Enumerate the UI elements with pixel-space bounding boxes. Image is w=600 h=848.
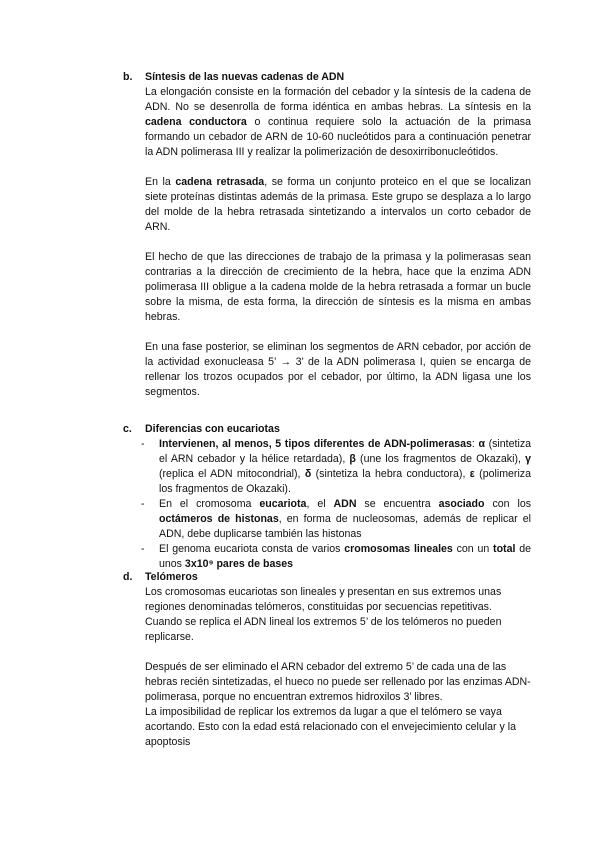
text-run: En la [145,176,176,188]
section-c-heading [123,422,531,437]
text-run: o continua requiere solo la actuación de la primasa formando un cebador de ARN de 10-60 nucleótidos para a continuación penetrar la ADN polimerasa III y realizar la polimerización de desoxirribonucleótidos. [145,116,531,158]
section-c-letter: c. [123,423,132,435]
section-b-title: Síntesis de las nuevas cadenas de ADN [145,71,345,83]
text-run: (polimeriza los fragmentos de Okazaki). [159,468,531,495]
text-run: , el [306,498,334,510]
bold-term: cadena retrasada [175,176,265,188]
section-b-letter: b. [123,71,133,83]
bullet-marker: - [141,543,145,555]
bold-term: asociado [438,498,485,510]
section-d-letter: d. [123,571,133,583]
text-run: (sintetiza el ARN cebador y la hélice retardada), [159,438,532,465]
text-run: con los [484,498,532,510]
bold-term: total [493,543,516,555]
bold-term: ADN [333,498,357,510]
text-run: : [471,438,479,450]
text-run: , en forma de nucleosomas, además de replicar el ADN, debe duplicarse también las histonas [159,513,532,540]
bullet-marker: - [141,438,145,450]
section-b-paragraph-1 [145,85,531,160]
bold-term: octámeros de histonas [159,513,279,525]
bold-term: 3x10⁹ pares de bases [184,558,294,570]
text-run: de unos [159,543,531,570]
section-b-heading [123,70,531,85]
section-d [123,570,531,750]
section-b-paragraph-2 [145,175,531,235]
section-d-paragraph-3: Después de ser eliminado el ARN cebador del extremo 5’ de cada una de las hebras recién sintetizadas, el hueco no puede ser rellenado por las enzimas ADN-polimerasa, porque no encuentran extremos hidroxilos 3’ libres. [145,661,531,703]
section-b [123,70,531,400]
section-c [123,422,531,572]
list-item [141,497,531,542]
text-run: se encuentra [356,498,439,510]
section-d-title: Telómeros [145,571,198,583]
section-d-paragraph-4: La imposibilidad de replicar los extremos da lugar a que el telómero se vaya acortando. Esto con la edad está relacionado con el envejecimiento celular y la apoptosis [145,706,517,748]
section-b-paragraph-3: El hecho de que las direcciones de trabajo de la primasa y la polimerasas sean contrarias a la dirección de crecimiento de la hebra, hace que la enzima ADN polimerasa III obligue a la cadena molde de la hebra retrasada a formar un bucle sobre la misma, de esta forma, la dirección de síntesis es la misma en ambas hebras. [145,251,531,323]
text-run: En el cromosoma [159,498,260,510]
greek-delta: δ [304,468,312,480]
greek-gamma: γ [525,453,531,465]
text-run: El genoma eucariota consta de varios [159,543,345,555]
section-c-title: Diferencias con eucariotas [145,423,280,435]
section-c-list [141,437,531,572]
text-run: con un [452,543,494,555]
text-run: La elongación consiste en la formación del cebador y la síntesis de la cadena de ADN. No se desenrolla de forma idéntica en ambas hebras. La síntesis en la [145,86,531,113]
list-item [141,437,531,497]
bold-term: cromosomas lineales [344,543,453,555]
text-run: (replica el ADN mitocondrial), [159,468,305,480]
text-run: (sintetiza la hebra conductora), [311,468,470,480]
bullet-marker: - [141,498,145,510]
text-run: (une los fragmentos de Okazaki), [355,453,526,465]
section-b-paragraph-4: En una fase posterior, se eliminan los segmentos de ARN cebador, por acción de la actividad exonucleasa 5’ → 3’ de la ADN polimerasa I, quien se encarga de rellenar los trozos ocupados por el cebador, por último, la ADN ligasa une los segmentos. [145,341,531,398]
list-item [141,542,531,572]
bold-term: Intervienen, al menos, 5 tipos diferentes de ADN-polimerasas [159,438,472,450]
section-d-paragraph-1: Los cromosomas eucariotas son lineales y presentan en sus extremos unas regiones denominadas telómeros, constituidas por secuencias repetitivas. [145,586,502,613]
section-d-heading [123,570,531,585]
greek-beta: β [349,453,356,465]
greek-epsilon: ε [469,468,475,480]
greek-alpha: α [478,438,485,450]
text-run: , se forma un conjunto proteico en el que se localizan siete proteínas distintas además de la primasa. Este grupo se desplaza a lo largo del molde de la hebra retrasada sintetizando a intervalos un corto cebador de ARN. [145,176,531,233]
bold-term: cadena conductora [145,116,247,128]
section-d-paragraph-2: Cuando se replica el ADN lineal los extremos 5’ de los telómeros no pueden replicarse. [145,616,502,643]
bold-term: eucariota [259,498,307,510]
